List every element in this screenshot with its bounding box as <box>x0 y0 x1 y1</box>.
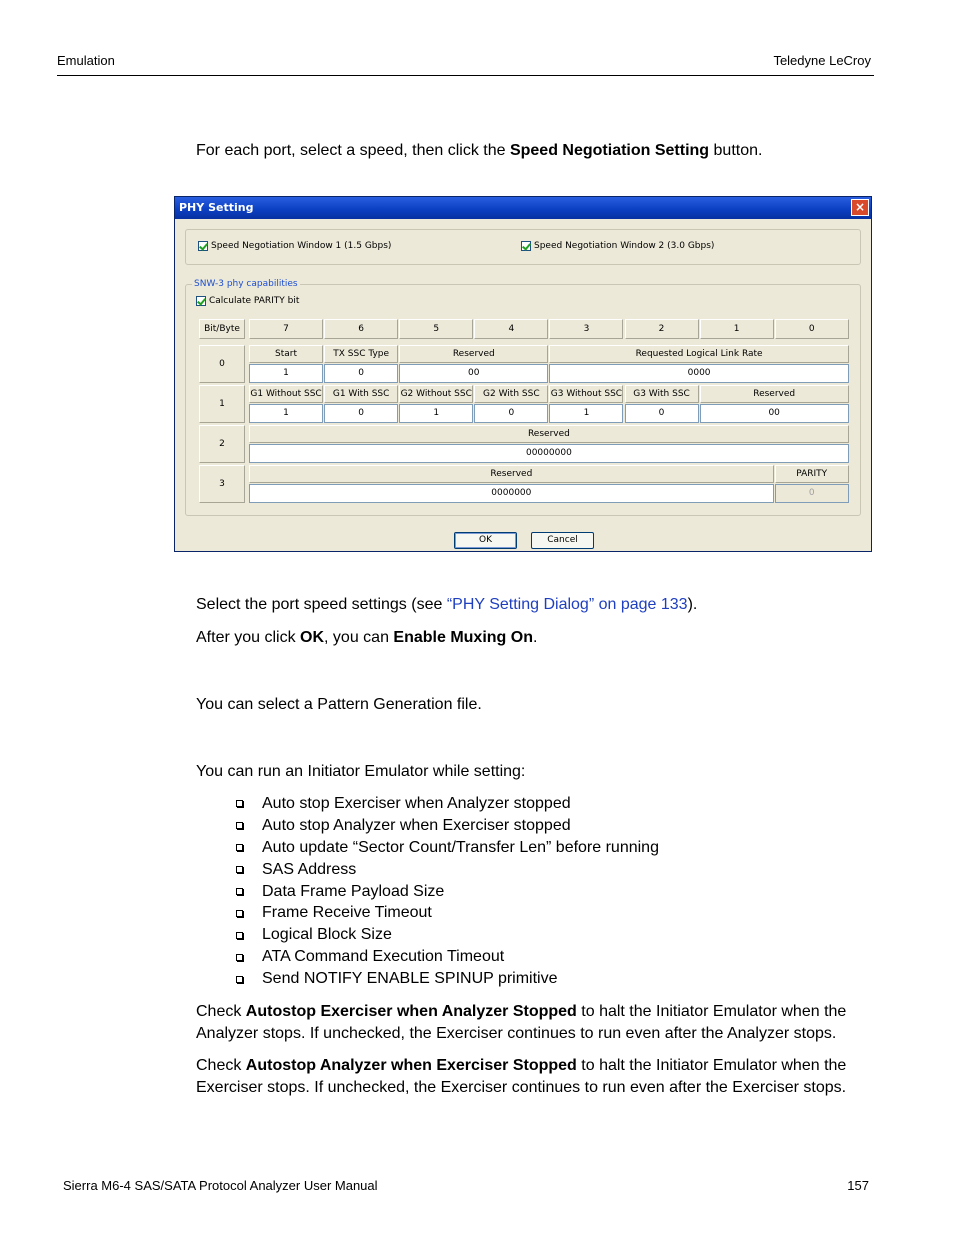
field-value-input[interactable]: 0000 <box>549 364 848 383</box>
field-value-input[interactable]: 0 <box>474 404 548 423</box>
field-value-input[interactable]: 0 <box>625 404 699 423</box>
bit-header: 2 <box>625 319 699 339</box>
initiator-emulator-paragraph: You can run an Initiator Emulator while setting: <box>196 763 526 780</box>
header-company: Teledyne LeCroy <box>773 53 871 68</box>
byte-row-number: 0 <box>219 359 225 369</box>
bit-header: 4 <box>474 319 548 339</box>
byte-row-label <box>199 465 245 503</box>
field-value-input[interactable]: 1 <box>549 404 623 423</box>
field-value-input[interactable]: 0000000 <box>249 484 774 503</box>
calculate-parity-checkbox[interactable]: Calculate PARITY bit <box>196 296 299 306</box>
parity-header: PARITY <box>775 465 849 483</box>
byte-row-number: 3 <box>219 479 225 489</box>
snw3-group <box>185 279 861 516</box>
list-item: Data Frame Payload Size <box>236 881 659 903</box>
header-section: Emulation <box>57 53 115 68</box>
field-header: G1 With SSC <box>324 385 398 403</box>
checkbox-checked-icon <box>196 296 206 306</box>
list-item: ATA Command Execution Timeout <box>236 946 659 968</box>
field-header: G2 Without SSC <box>399 385 473 403</box>
autostop-analyzer-paragraph: Check Autostop Analyzer when Exerciser Stopped to halt the Initiator Emulator when the Exerciser stops. If unchecked, the Exerciser continues to run even after the Exerciser stops. <box>196 1057 847 1096</box>
checkbox-bullet-icon <box>236 866 243 873</box>
ok-button[interactable]: OK <box>454 532 517 549</box>
field-value-input[interactable]: 0 <box>324 364 398 383</box>
snw1-checkbox[interactable]: Speed Negotiation Window 1 (1.5 Gbps) <box>198 241 391 251</box>
field-header: Requested Logical Link Rate <box>549 345 848 363</box>
snw2-checkbox[interactable]: Speed Negotiation Window 2 (3.0 Gbps) <box>521 241 714 251</box>
bit-header: 0 <box>775 319 849 339</box>
checkbox-bullet-icon <box>236 910 243 917</box>
field-value-input[interactable]: 1 <box>399 404 473 423</box>
bitbyte-header: Bit/Byte <box>199 319 245 339</box>
cancel-button[interactable]: Cancel <box>531 532 594 549</box>
checkbox-checked-icon <box>198 241 208 251</box>
close-icon[interactable]: × <box>851 199 869 216</box>
checkbox-bullet-icon <box>236 954 243 961</box>
list-item: Auto update “Sector Count/Transfer Len” before running <box>236 837 659 859</box>
field-header: TX SSC Type <box>324 345 398 363</box>
field-header: Reserved <box>399 345 548 363</box>
list-item: SAS Address <box>236 859 659 881</box>
field-value-input[interactable]: 1 <box>249 404 323 423</box>
dialog-titlebar <box>175 197 871 219</box>
byte-row-number: 1 <box>219 399 225 409</box>
byte-row-label <box>199 345 245 383</box>
phy-setting-link[interactable]: “PHY Setting Dialog” on page 133 <box>446 596 688 613</box>
muxing-paragraph: After you click OK, you can Enable Muxing On. <box>196 629 538 646</box>
bit-header: 1 <box>700 319 774 339</box>
list-item: Auto stop Exerciser when Analyzer stopped <box>236 793 659 815</box>
field-header: Reserved <box>700 385 849 403</box>
field-header: G1 Without SSC <box>249 385 323 403</box>
field-header: Reserved <box>249 425 849 443</box>
settings-list <box>236 793 659 990</box>
field-value-input[interactable]: 00 <box>700 404 849 423</box>
checkbox-bullet-icon <box>236 844 243 851</box>
bit-header: 3 <box>549 319 623 339</box>
field-header: G3 With SSC <box>625 385 699 403</box>
field-value-input[interactable]: 00000000 <box>249 444 849 463</box>
checkbox-bullet-icon <box>236 800 243 807</box>
field-header: G3 Without SSC <box>549 385 623 403</box>
checkbox-bullet-icon <box>236 822 243 829</box>
field-value-input[interactable]: 00 <box>399 364 548 383</box>
field-header: Start <box>249 345 323 363</box>
snw3-legend: SNW-3 phy capabilities <box>194 279 298 289</box>
list-item: Auto stop Analyzer when Exerciser stopped <box>236 815 659 837</box>
bit-header: 7 <box>249 319 323 339</box>
checkbox-bullet-icon <box>236 932 243 939</box>
byte-row-label <box>199 385 245 423</box>
checkbox-checked-icon <box>521 241 531 251</box>
field-value-input[interactable]: 1 <box>249 364 323 383</box>
field-value-input[interactable]: 0 <box>324 404 398 423</box>
list-item: Frame Receive Timeout <box>236 902 659 924</box>
byte-row-number: 2 <box>219 439 225 449</box>
list-item: Logical Block Size <box>236 924 659 946</box>
checkbox-bullet-icon <box>236 888 243 895</box>
list-item: Send NOTIFY ENABLE SPINUP primitive <box>236 968 659 990</box>
pattern-generation-paragraph: You can select a Pattern Generation file. <box>196 696 482 713</box>
header-rule <box>57 75 874 76</box>
bit-header: 5 <box>399 319 473 339</box>
port-speed-paragraph: Select the port speed settings (see “PHY Setting Dialog” on page 133). <box>196 596 698 613</box>
intro-paragraph: For each port, select a speed, then click the Speed Negotiation Setting button. <box>196 142 763 159</box>
phy-setting-dialog <box>174 196 872 552</box>
snw-group <box>185 229 861 265</box>
dialog-title: PHY Setting <box>179 201 254 214</box>
autostop-exerciser-paragraph: Check Autostop Exerciser when Analyzer Stopped to halt the Initiator Emulator when the Analyzer stops. If unchecked, the Exerciser continues to run even after the Analyzer stops. <box>196 1003 847 1042</box>
bit-header: 6 <box>324 319 398 339</box>
checkbox-bullet-icon <box>236 976 243 983</box>
footer-title: Sierra M6-4 SAS/SATA Protocol Analyzer User Manual <box>63 1178 378 1193</box>
parity-value: 0 <box>775 484 849 503</box>
page-number: 157 <box>847 1178 869 1193</box>
field-header: Reserved <box>249 465 774 483</box>
byte-row-label <box>199 425 245 463</box>
field-header: G2 With SSC <box>474 385 548 403</box>
